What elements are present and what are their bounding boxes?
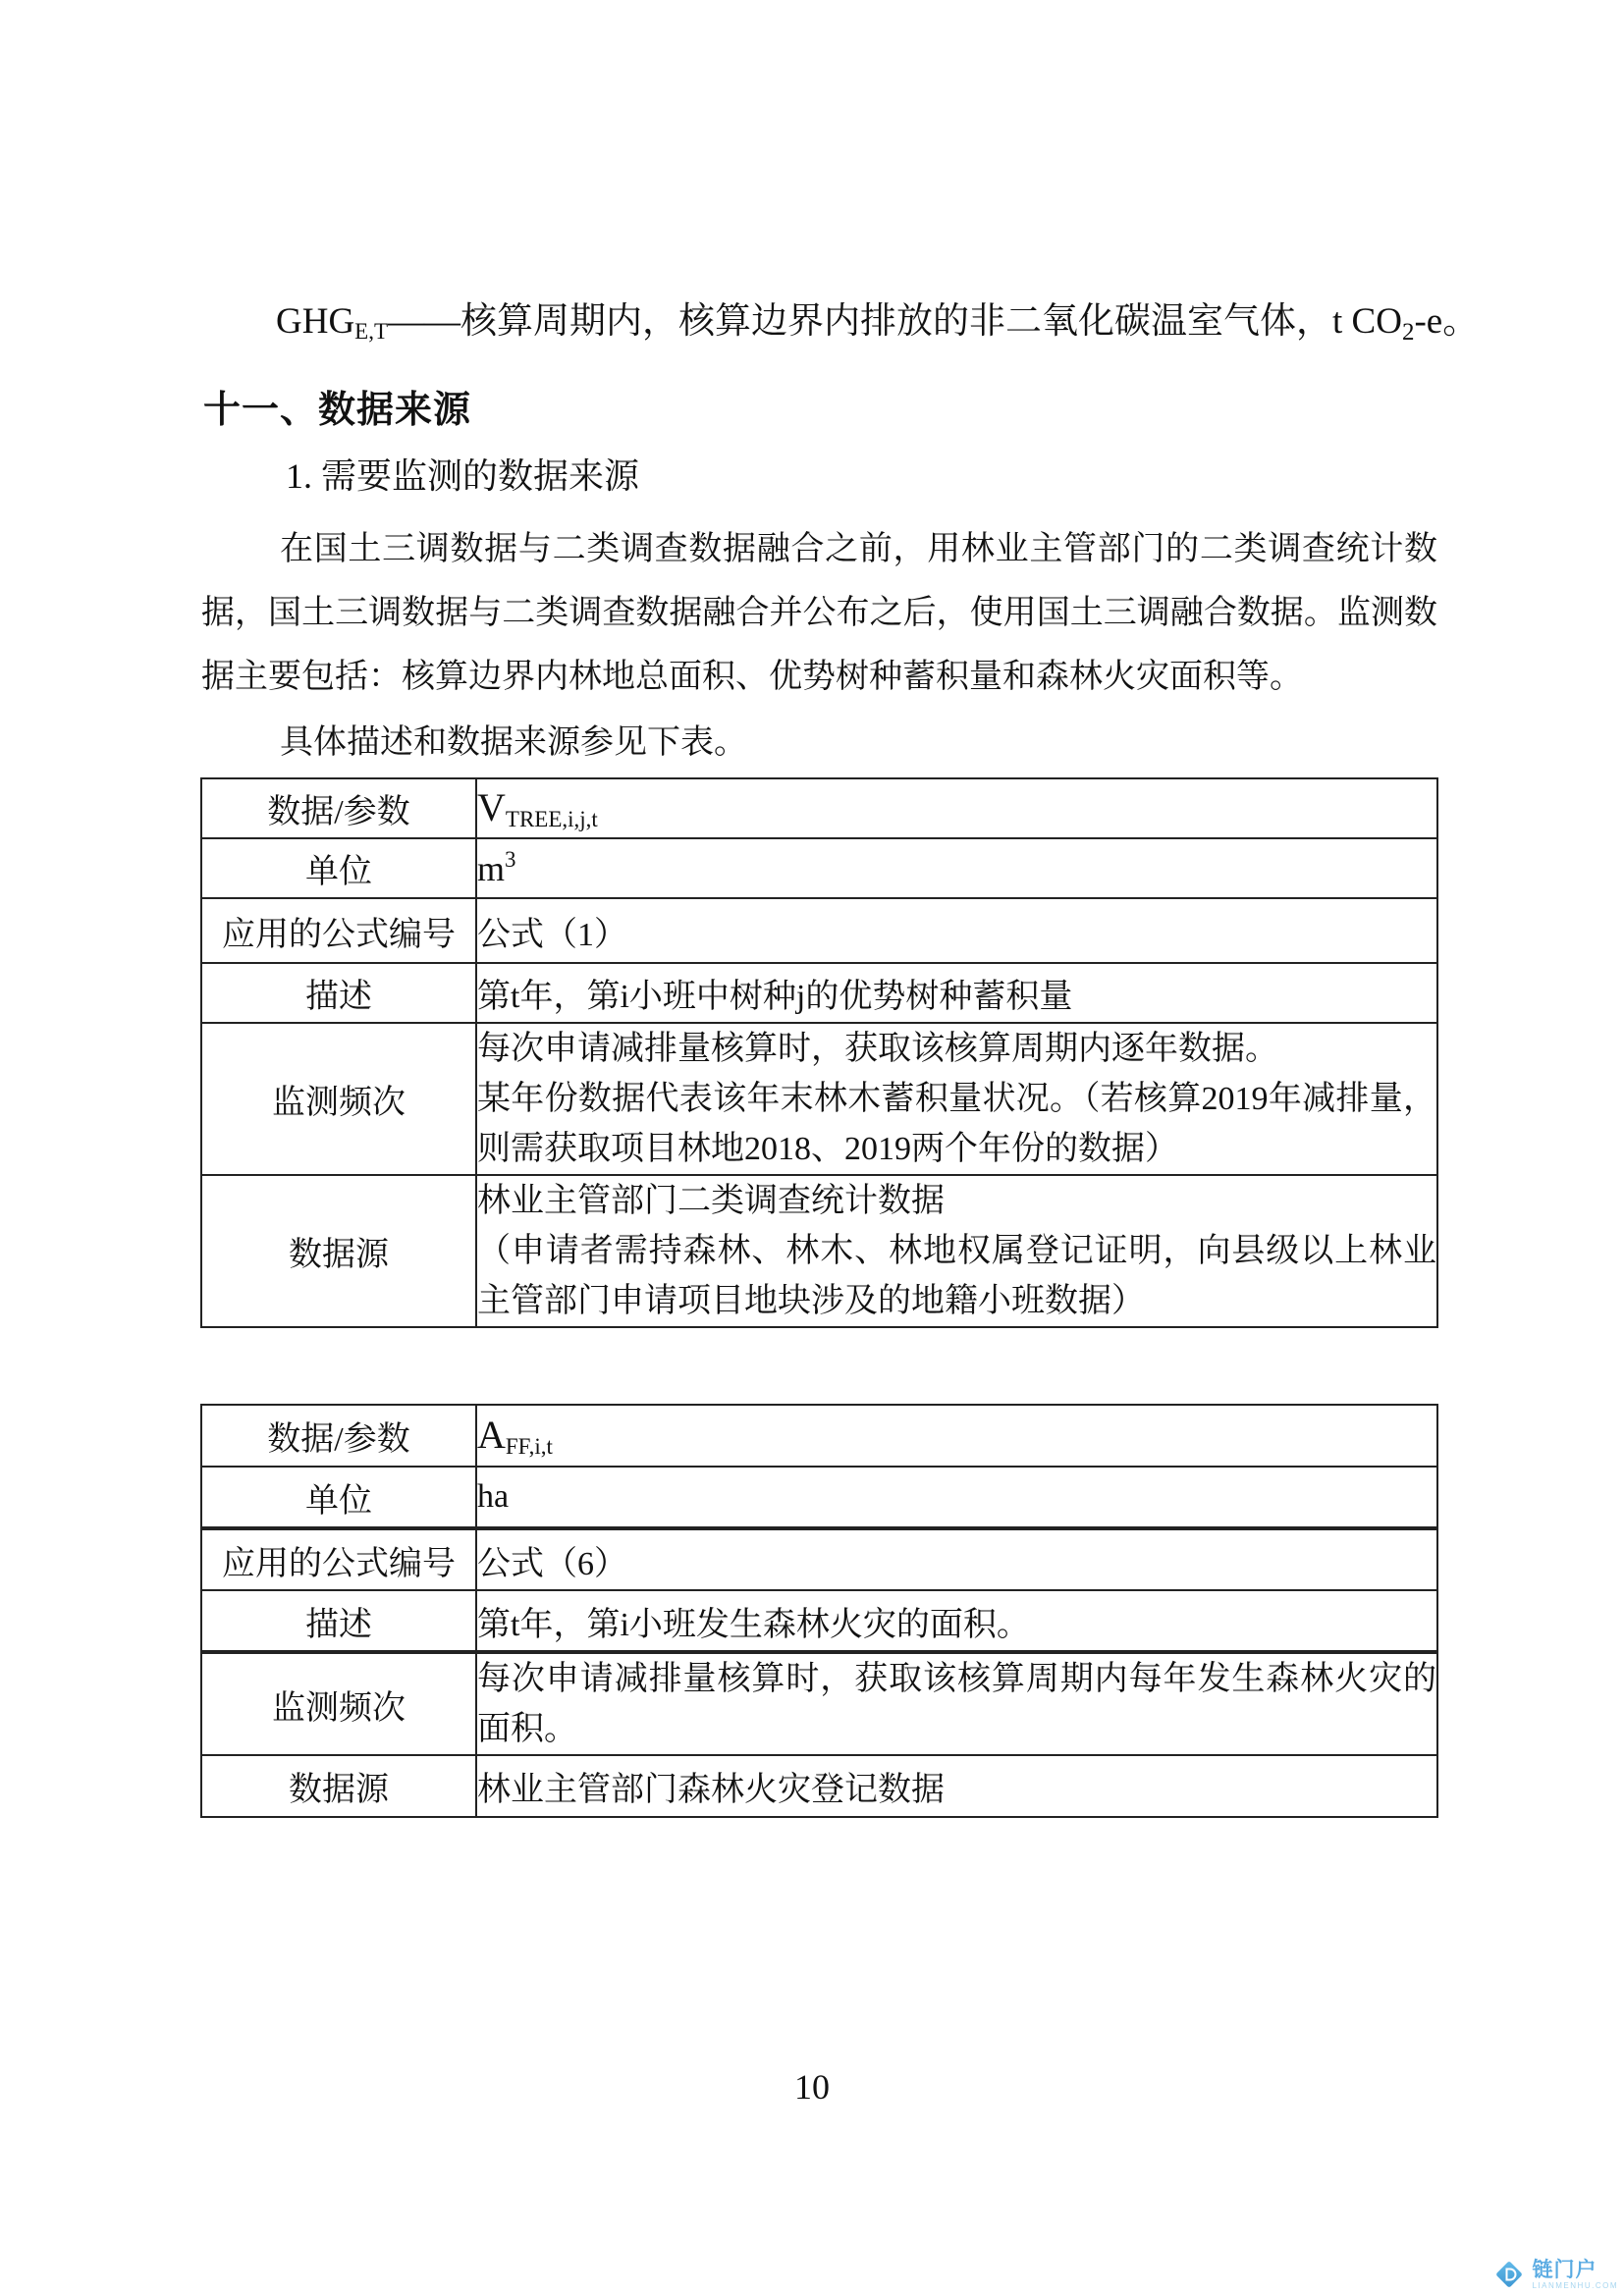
param-symbol-cell: $V_{TREE,i,j,t}$ [476,778,1437,838]
param-subscript: TREE,i,j,t [505,807,598,831]
unit-value-cell: $m^3$ [476,838,1437,898]
table-row [201,963,1437,1023]
row-label-unit: 单位 [201,838,476,898]
parameter-table-vtree [200,777,1438,1328]
row-label-freq: 监测频次 [201,1652,476,1755]
watermark-brand: 链门户 [1532,2258,1597,2281]
lianmenhu-diamond-icon [1491,2257,1527,2292]
parameter-table-aff [200,1404,1438,1818]
row-label-formula: 应用的公式编号 [201,1528,476,1590]
row-label-unit: 单位 [201,1467,476,1528]
body-paragraph: 在国土三调数据与二类调查数据融合之前，用林业主管部门的二类调查统计数据，国土三调数据与二类调查数据融合并公布之后，使用国土三调融合数据。监测数据主要包括：核算边界内林地总面积、优势树种蓄积量和森林火灾面积等。 [201,531,1437,695]
watermark-logo [1491,2257,1618,2292]
source-value-cell: 林业主管部门二类调查统计数据 （申请者需持森林、林木、林地权属登记证明，向县级以上林业主管部门申请项目地块涉及的地籍小班数据） [476,1175,1437,1327]
param-subscript: FF,i,t [505,1434,553,1459]
page-number: 10 [794,2067,830,2107]
row-label-desc: 描述 [201,1590,476,1652]
table-row [201,1405,1437,1467]
table-leadin-paragraph: 具体描述和数据来源参见下表。 [280,724,747,761]
section-heading: 十一、数据来源 [203,390,472,431]
table-row [201,1023,1437,1175]
row-label-param: 数据/参数 [201,778,476,838]
watermark-domain: LIANMENHU.COM [1532,2280,1618,2290]
watermark-text [1532,2260,1618,2290]
table-row [201,838,1437,898]
table-row [201,1175,1437,1327]
ghg-definition-tail: -e。 [1414,301,1480,342]
ghg-subscript: E,T [354,319,389,344]
unit-value-cell: ha [476,1467,1437,1528]
row-label-param: 数据/参数 [201,1405,476,1467]
row-label-formula: 应用的公式编号 [201,898,476,963]
co2-subscript: 2 [1401,319,1415,346]
list-item-1: 1. 需要监测的数据来源 [286,456,640,496]
table-row [201,1652,1437,1755]
row-label-freq: 监测频次 [201,1023,476,1175]
freq-value-cell: 每次申请减排量核算时，获取该核算周期内逐年数据。 某年份数据代表该年末林木蓄积量状况。（若核算2019年减排量，则需获取项目林地2018、2019两个年份的数据） [476,1023,1437,1175]
unit-superscript: 3 [505,847,516,872]
row-label-source: 数据源 [201,1755,476,1817]
table-row [201,1755,1437,1817]
row-label-source: 数据源 [201,1175,476,1327]
formula-value-cell: 公式（1） [476,898,1437,963]
table-row [201,898,1437,963]
freq-value-cell: 每次申请减排量核算时，获取该核算周期内每年发生森林火灾的面积。 [476,1652,1437,1755]
table-row [201,778,1437,838]
param-symbol-cell: $A_{FF,i,t}$ [476,1405,1437,1467]
ghg-definition-line [276,300,1479,354]
ghg-definition-text: ——核算周期内，核算边界内排放的非二氧化碳温室气体，t CO [388,301,1402,342]
table-row [201,1528,1437,1590]
formula-value-cell: 公式（6） [476,1528,1437,1590]
table-row [201,1590,1437,1652]
desc-value-cell: 第t年，第i小班发生森林火灾的面积。 [476,1590,1437,1652]
desc-value-cell: 第t年，第i小班中树种j的优势树种蓄积量 [476,963,1437,1023]
row-label-desc: 描述 [201,963,476,1023]
ghg-symbol: GHG [276,301,355,342]
table-row [201,1467,1437,1528]
source-value-cell: 林业主管部门森林火灾登记数据 [476,1755,1437,1817]
